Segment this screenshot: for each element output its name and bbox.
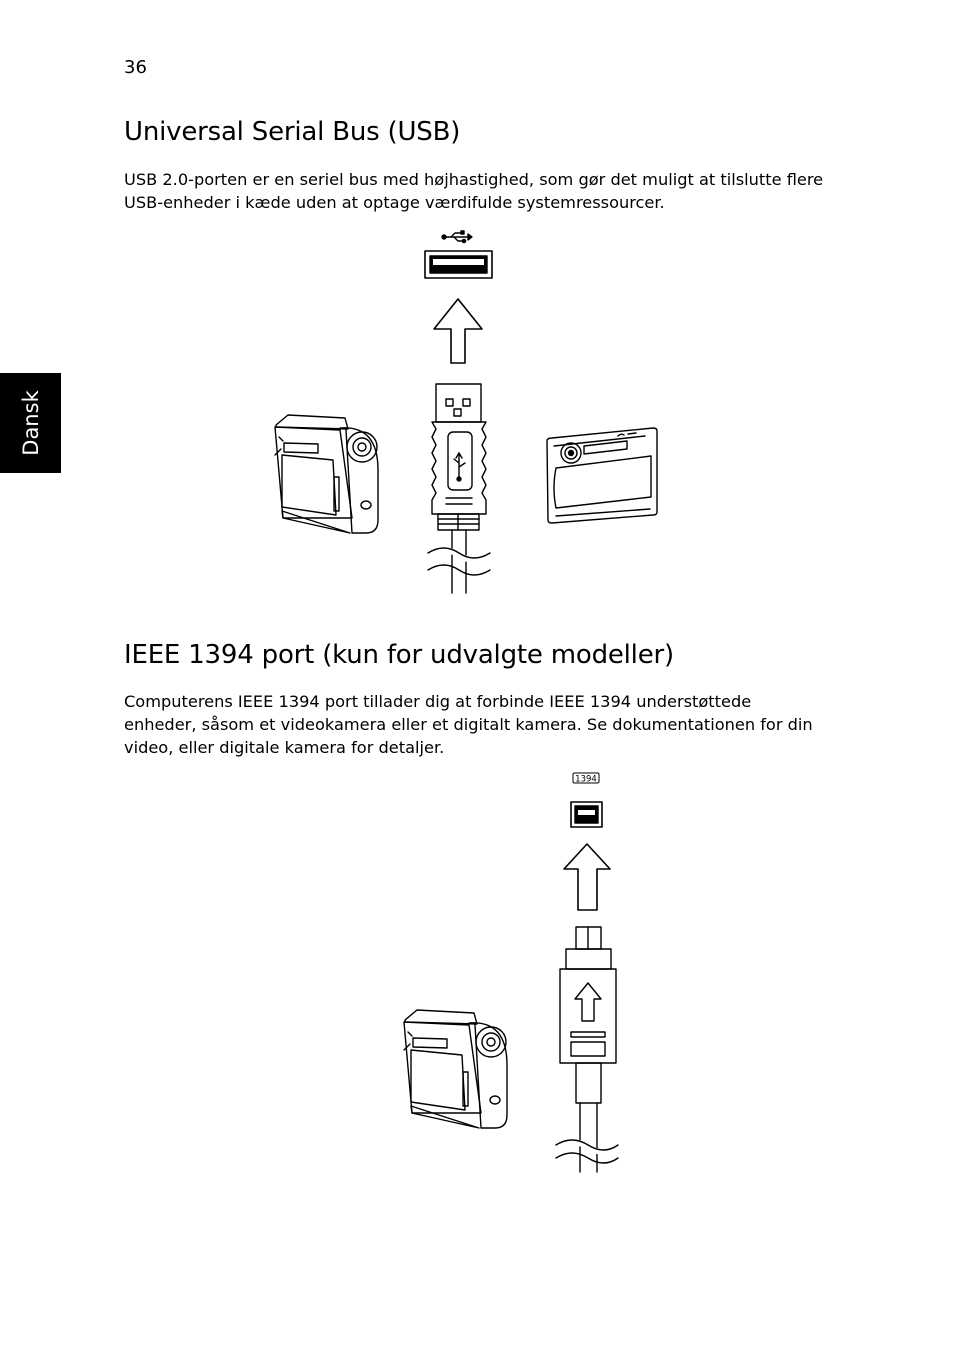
ieee1394-plug-icon xyxy=(556,927,618,1172)
digital-camera-icon xyxy=(547,428,657,523)
usb-section-text: USB 2.0-porten er en seriel bus med højhastighed, som gør det muligt at tilslutte flere USB-enheder i kæde uden at optage værdifulde systemressourcer. xyxy=(124,170,824,212)
camcorder-icon xyxy=(275,415,378,533)
ieee-section-text: Computerens IEEE 1394 port tillader dig at forbinde IEEE 1394 understøttede enheder, såsom et videokamera eller et digitalt kamera. Se dokumentationen for din video, eller digitale kamera for detaljer. xyxy=(124,692,813,757)
usb-section-heading: Universal Serial Bus (USB) xyxy=(124,117,461,147)
ieee1394-port-label: 1394 xyxy=(575,774,597,785)
camcorder-icon xyxy=(404,1010,507,1128)
usb-symbol-icon xyxy=(442,231,472,243)
usb-plug-icon xyxy=(428,384,490,593)
language-tab-label: Dansk xyxy=(18,390,43,456)
insert-arrow-icon xyxy=(434,299,482,363)
usb-port-icon xyxy=(425,251,492,278)
page-number: 36 xyxy=(124,57,147,78)
ieee1394-port-icon xyxy=(571,802,602,827)
usb-illustration xyxy=(0,215,954,600)
ieee1394-illustration xyxy=(0,765,954,1185)
ieee-section-heading: IEEE 1394 port (kun for udvalgte modeller) xyxy=(124,640,674,670)
insert-arrow-icon xyxy=(564,844,610,910)
ieee1394-symbol-icon xyxy=(573,773,599,785)
